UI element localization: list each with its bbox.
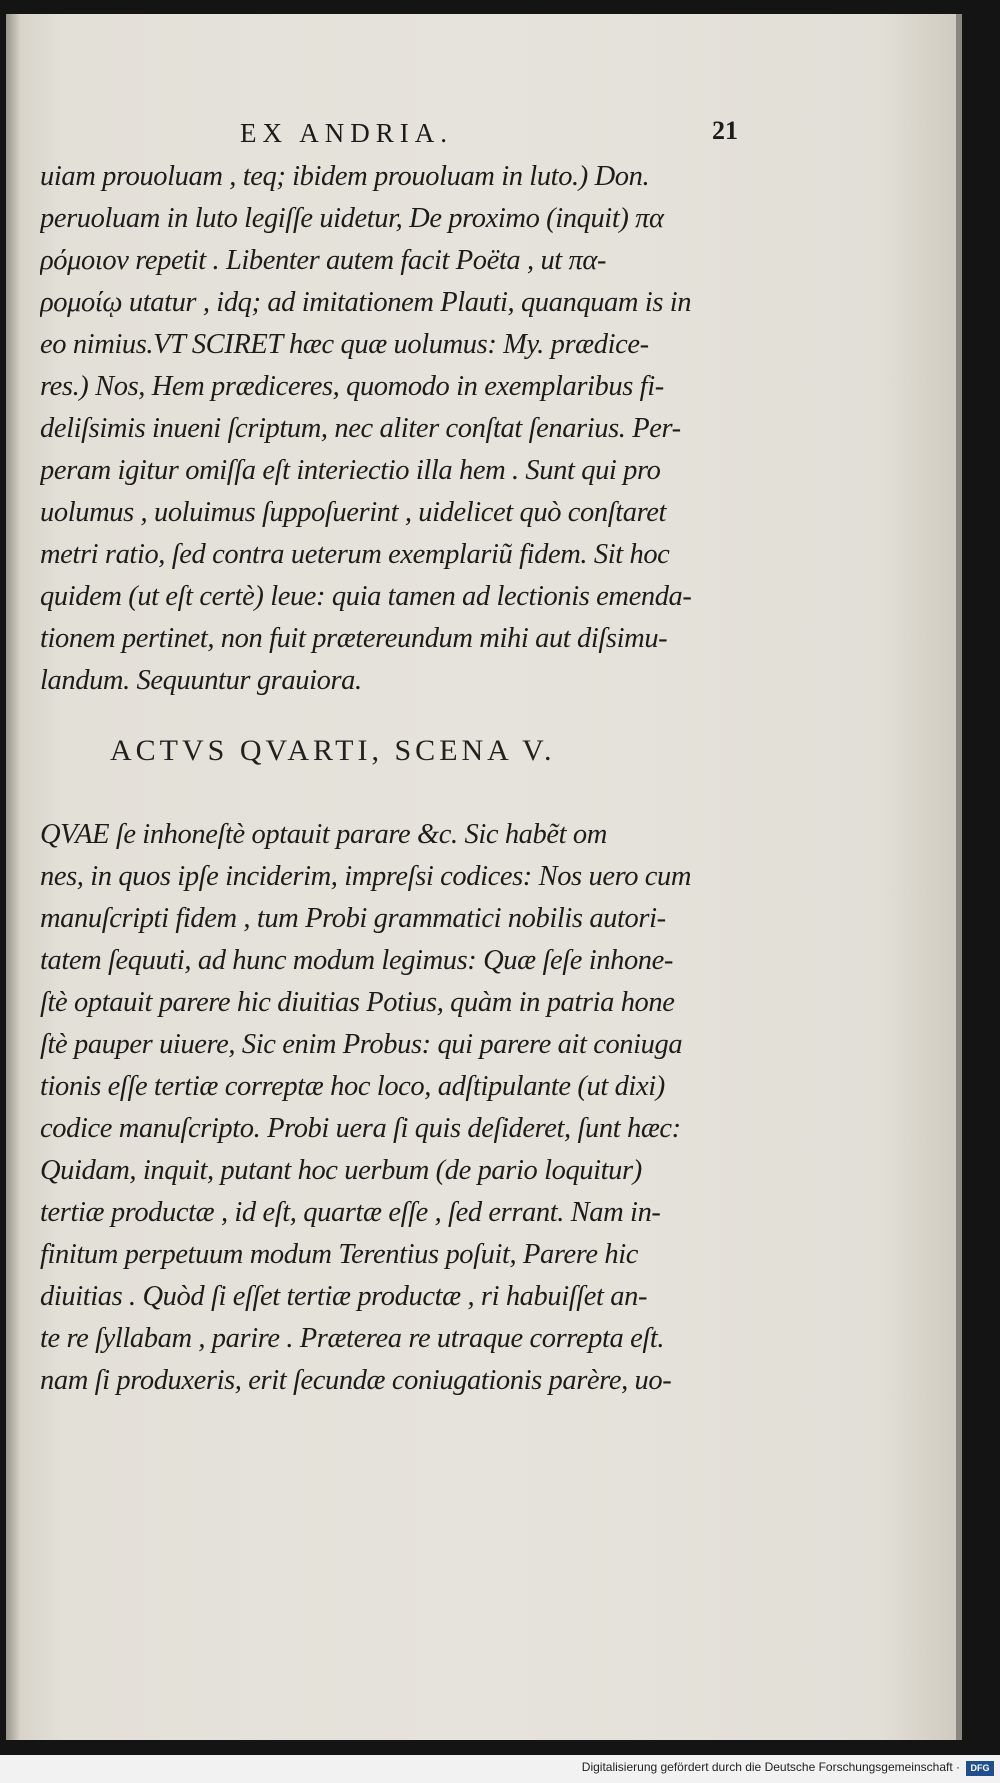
page-number: 21 — [712, 116, 738, 145]
text-line: tertiæ productæ , id eſt, quartæ eſſe , ſed errant. Nam in- — [40, 1197, 661, 1228]
text-line: codice manuſcripto. Probi uera ſi quis deſideret, ſunt hæc: — [40, 1113, 681, 1144]
dfg-logo-icon: DFG — [966, 1761, 994, 1776]
text-line: tionis eſſe tertiæ correptæ hoc loco, adſtipulante (ut dixi) — [40, 1071, 665, 1102]
text-line: te re ſyllabam , parire . Præterea re utraque correpta eſt. — [40, 1323, 665, 1354]
text-line: diuitias . Quòd ſi eſſet tertiæ productæ , ri habuiſſet an- — [40, 1281, 648, 1312]
text-line: eo nimius.VT SCIRET hæc quæ uolumus: My. prædice- — [40, 329, 649, 360]
text-line: peram igitur omiſſa eſt interiectio illa hem . Sunt qui pro — [40, 455, 661, 486]
text-line: ρομοίῳ utatur , idq; ad imitationem Plauti, quanquam is in — [40, 287, 692, 318]
text-line: landum. Sequuntur grauiora. — [40, 665, 362, 696]
text-line: manuſcripti fidem , tum Probi grammatici nobilis autori- — [40, 903, 666, 934]
text-line: QVAE ſe inhoneſtè optauit parare &c. Sic habẽt om — [40, 819, 607, 850]
text-line: ρόμοιον repetit . Libenter autem facit Poëta , ut πα- — [40, 245, 607, 276]
text-line: finitum perpetuum modum Terentius poſuit, Parere hic — [40, 1239, 638, 1270]
text-line: nes, in quos ipſe inciderim, impreſsi codices: Nos uero cum — [40, 861, 692, 892]
text-line: ſtè optauit parere hic diuitias Potius, quàm in patria hone — [40, 987, 675, 1018]
text-line: res.) Nos, Hem prædiceres, quomodo in exemplaribus fi- — [40, 371, 664, 402]
text-line: uiam prouoluam , teq; ibidem prouoluam in luto.) Don. — [40, 161, 650, 192]
text-line: nam ſi produxeris, erit ſecundæ coniugationis parère, uo- — [40, 1365, 672, 1396]
text-line: tatem ſequuti, ad hunc modum legimus: Quæ ſeſe inhone- — [40, 945, 673, 976]
text-line: uolumus , uoluimus ſuppoſuerint , uidelicet quò conſtaret — [40, 497, 667, 528]
text-line: Quidam, inquit, putant hoc uerbum (de pario loquitur) — [40, 1155, 642, 1186]
commentary-block-2 — [40, 814, 752, 1402]
digitization-footer — [0, 1755, 1000, 1783]
commentary-block-1 — [40, 156, 752, 702]
text-line: metri ratio, ſed contra ueterum exemplariũ fidem. Sit hoc — [40, 539, 670, 570]
page-gutter-shadow — [6, 14, 20, 1740]
scene-heading: ACTVS QVARTI, SCENA V. — [110, 734, 556, 767]
footer-credit: Digitalisierung gefördert durch die Deutsche Forschungsgemeinschaft · — [581, 1760, 960, 1774]
text-line: deliſsimis inueni ſcriptum, nec aliter conſtat ſenarius. Per- — [40, 413, 681, 444]
text-line: tionem pertinet, non fuit prætereundum mihi aut diſsimu- — [40, 623, 668, 654]
text-line: peruoluam in luto legiſſe uidetur, De proximo (inquit) πα — [40, 203, 664, 234]
text-line: quidem (ut eſt certè) leue: quia tamen ad lectionis emenda- — [40, 581, 692, 612]
running-head: EX ANDRIA. — [240, 118, 453, 148]
text-line: ſtè pauper uiuere, Sic enim Probus: qui parere ait coniuga — [40, 1029, 683, 1060]
